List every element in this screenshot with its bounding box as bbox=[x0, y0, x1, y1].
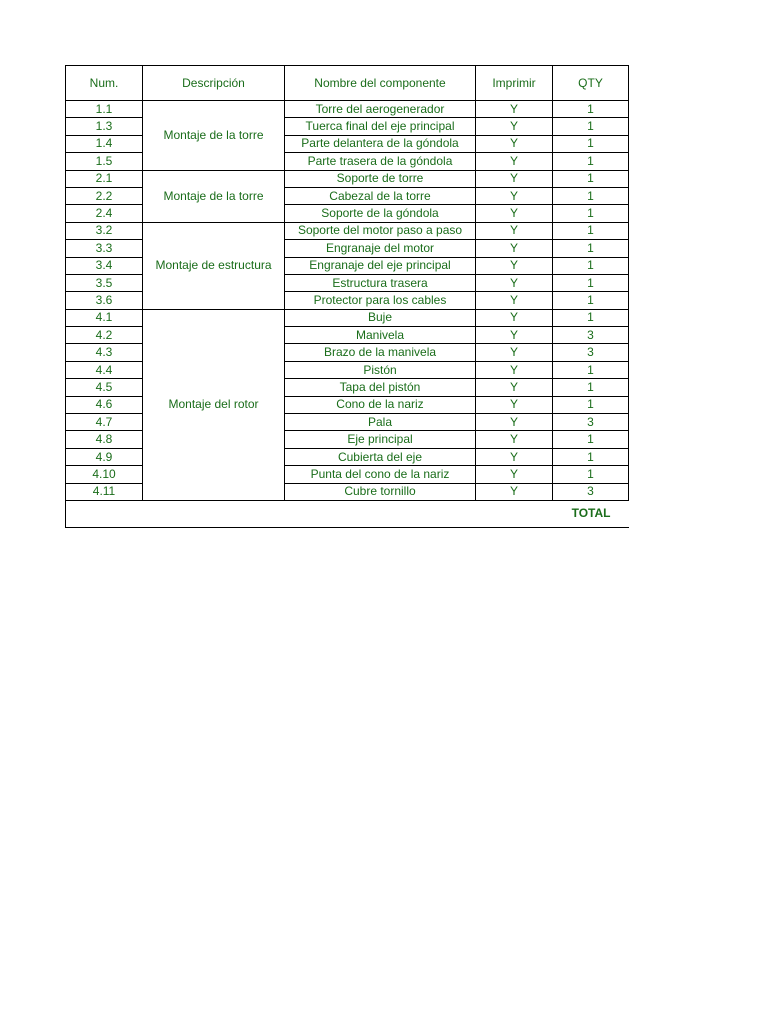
cell-num: 1.5 bbox=[66, 153, 143, 170]
cell-num: 2.2 bbox=[66, 187, 143, 204]
header-descripcion: Descripción bbox=[143, 66, 285, 101]
cell-num: 3.6 bbox=[66, 292, 143, 309]
cell-nombre: Protector para los cables bbox=[285, 292, 476, 309]
cell-num: 3.2 bbox=[66, 222, 143, 239]
cell-nombre: Parte delantera de la góndola bbox=[285, 135, 476, 152]
cell-num: 4.3 bbox=[66, 344, 143, 361]
cell-qty: 1 bbox=[553, 292, 629, 309]
cell-imprimir: Y bbox=[476, 361, 553, 378]
total-label: TOTAL bbox=[66, 500, 629, 527]
cell-qty: 1 bbox=[553, 135, 629, 152]
cell-num: 2.1 bbox=[66, 170, 143, 187]
cell-imprimir: Y bbox=[476, 187, 553, 204]
cell-num: 1.1 bbox=[66, 101, 143, 118]
cell-qty: 1 bbox=[553, 431, 629, 448]
cell-nombre: Manivela bbox=[285, 327, 476, 344]
cell-num: 1.4 bbox=[66, 135, 143, 152]
cell-qty: 1 bbox=[553, 361, 629, 378]
cell-imprimir: Y bbox=[476, 344, 553, 361]
cell-nombre: Soporte de torre bbox=[285, 170, 476, 187]
cell-imprimir: Y bbox=[476, 205, 553, 222]
cell-imprimir: Y bbox=[476, 414, 553, 431]
cell-imprimir: Y bbox=[476, 309, 553, 326]
cell-nombre: Pala bbox=[285, 414, 476, 431]
cell-num: 4.6 bbox=[66, 396, 143, 413]
table-row bbox=[66, 170, 629, 187]
cell-imprimir: Y bbox=[476, 135, 553, 152]
cell-qty: 3 bbox=[553, 327, 629, 344]
cell-qty: 1 bbox=[553, 187, 629, 204]
cell-qty: 1 bbox=[553, 396, 629, 413]
table-row bbox=[66, 222, 629, 239]
cell-descripcion: Montaje del rotor bbox=[143, 309, 285, 500]
total-row bbox=[66, 500, 629, 527]
cell-num: 3.3 bbox=[66, 240, 143, 257]
cell-imprimir: Y bbox=[476, 153, 553, 170]
table-row bbox=[66, 101, 629, 118]
cell-descripcion: Montaje de estructura bbox=[143, 222, 285, 309]
cell-num: 4.11 bbox=[66, 483, 143, 500]
table-body bbox=[66, 101, 629, 501]
cell-imprimir: Y bbox=[476, 466, 553, 483]
table-row bbox=[66, 309, 629, 326]
cell-num: 4.9 bbox=[66, 448, 143, 465]
cell-qty: 3 bbox=[553, 414, 629, 431]
cell-imprimir: Y bbox=[476, 101, 553, 118]
cell-imprimir: Y bbox=[476, 396, 553, 413]
cell-qty: 3 bbox=[553, 344, 629, 361]
header-imprimir: Imprimir bbox=[476, 66, 553, 101]
cell-num: 4.10 bbox=[66, 466, 143, 483]
cell-num: 1.3 bbox=[66, 118, 143, 135]
cell-num: 2.4 bbox=[66, 205, 143, 222]
cell-nombre: Tapa del pistón bbox=[285, 379, 476, 396]
cell-nombre: Cabezal de la torre bbox=[285, 187, 476, 204]
cell-num: 3.5 bbox=[66, 274, 143, 291]
cell-num: 4.1 bbox=[66, 309, 143, 326]
header-qty: QTY bbox=[553, 66, 629, 101]
cell-imprimir: Y bbox=[476, 240, 553, 257]
cell-imprimir: Y bbox=[476, 379, 553, 396]
cell-imprimir: Y bbox=[476, 222, 553, 239]
cell-qty: 3 bbox=[553, 483, 629, 500]
cell-nombre: Eje principal bbox=[285, 431, 476, 448]
cell-qty: 1 bbox=[553, 309, 629, 326]
cell-imprimir: Y bbox=[476, 431, 553, 448]
header-nombre: Nombre del componente bbox=[285, 66, 476, 101]
cell-num: 4.7 bbox=[66, 414, 143, 431]
cell-descripcion: Montaje de la torre bbox=[143, 101, 285, 171]
cell-qty: 1 bbox=[553, 274, 629, 291]
cell-imprimir: Y bbox=[476, 118, 553, 135]
cell-imprimir: Y bbox=[476, 292, 553, 309]
cell-descripcion: Montaje de la torre bbox=[143, 170, 285, 222]
cell-qty: 1 bbox=[553, 222, 629, 239]
cell-nombre: Buje bbox=[285, 309, 476, 326]
cell-qty: 1 bbox=[553, 448, 629, 465]
cell-num: 4.8 bbox=[66, 431, 143, 448]
cell-qty: 1 bbox=[553, 170, 629, 187]
cell-qty: 1 bbox=[553, 379, 629, 396]
cell-nombre: Brazo de la manivela bbox=[285, 344, 476, 361]
cell-num: 4.2 bbox=[66, 327, 143, 344]
cell-num: 4.4 bbox=[66, 361, 143, 378]
cell-nombre: Pistón bbox=[285, 361, 476, 378]
cell-nombre: Parte trasera de la góndola bbox=[285, 153, 476, 170]
cell-num: 4.5 bbox=[66, 379, 143, 396]
cell-qty: 1 bbox=[553, 101, 629, 118]
cell-nombre: Estructura trasera bbox=[285, 274, 476, 291]
cell-qty: 1 bbox=[553, 240, 629, 257]
cell-imprimir: Y bbox=[476, 274, 553, 291]
cell-nombre: Soporte del motor paso a paso bbox=[285, 222, 476, 239]
cell-imprimir: Y bbox=[476, 448, 553, 465]
cell-nombre: Cubierta del eje bbox=[285, 448, 476, 465]
cell-qty: 1 bbox=[553, 257, 629, 274]
cell-num: 3.4 bbox=[66, 257, 143, 274]
cell-imprimir: Y bbox=[476, 483, 553, 500]
cell-nombre: Engranaje del motor bbox=[285, 240, 476, 257]
cell-nombre: Cubre tornillo bbox=[285, 483, 476, 500]
cell-nombre: Engranaje del eje principal bbox=[285, 257, 476, 274]
cell-nombre: Cono de la nariz bbox=[285, 396, 476, 413]
cell-nombre: Soporte de la góndola bbox=[285, 205, 476, 222]
cell-qty: 1 bbox=[553, 118, 629, 135]
cell-nombre: Punta del cono de la nariz bbox=[285, 466, 476, 483]
table-header-row bbox=[66, 66, 629, 101]
cell-nombre: Tuerca final del eje principal bbox=[285, 118, 476, 135]
cell-qty: 1 bbox=[553, 153, 629, 170]
cell-nombre: Torre del aerogenerador bbox=[285, 101, 476, 118]
cell-qty: 1 bbox=[553, 466, 629, 483]
cell-imprimir: Y bbox=[476, 327, 553, 344]
header-num: Num. bbox=[66, 66, 143, 101]
cell-qty: 1 bbox=[553, 205, 629, 222]
components-table bbox=[65, 65, 629, 528]
cell-imprimir: Y bbox=[476, 170, 553, 187]
cell-imprimir: Y bbox=[476, 257, 553, 274]
